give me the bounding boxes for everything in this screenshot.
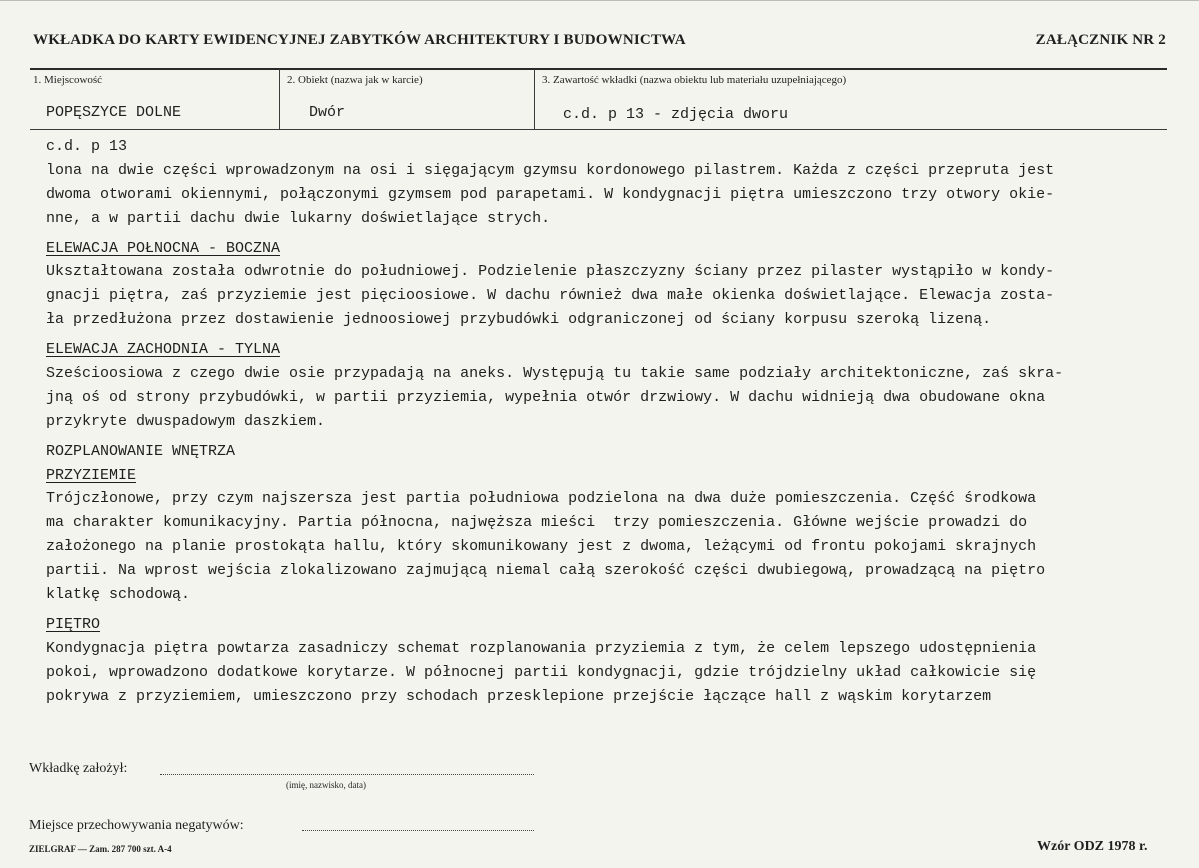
form-title: WKŁADKA DO KARTY EWIDENCYJNEJ ZABYTKÓW ARCHITEKTURY I BUDOWNICTWA bbox=[33, 32, 686, 48]
fields-rule bbox=[30, 129, 1167, 130]
header-rule bbox=[30, 68, 1167, 70]
body-line: pokoi, wprowadzono dodatkowe korytarze. W północnej partii kondygnacji, gdzie trójdzielny układ całkowicie się bbox=[46, 663, 1037, 681]
body-line: nne, a w partii dachu dwie lukarny doświetlające strych. bbox=[46, 209, 551, 227]
body-line: c.d. p 13 bbox=[46, 138, 128, 155]
body-line: założonego na planie prostokąta hallu, który skomunikowany jest z dwoma, leżącymi od frontu pokojami skrajnych bbox=[46, 538, 1037, 556]
body-line: klatkę schodową. bbox=[46, 586, 191, 604]
description-body bbox=[46, 135, 1171, 708]
locality-value: POPĘSZYCE DOLNE bbox=[46, 104, 182, 121]
section-heading: ELEWACJA POŁNOCNA - BOCZNA bbox=[46, 239, 281, 257]
body-line: przykryte dwuspadowym daszkiem. bbox=[46, 412, 326, 430]
created-by-hint: (imię, nazwisko, data) bbox=[286, 780, 366, 790]
body-line: gnacji piętra, zaś przyziemie jest pięcioosiowe. W dachu również dwa małe okienka doświetlające. Elewacja zosta- bbox=[46, 287, 1055, 305]
body-line: pokrywa z przyziemiem, umieszczono przy schodach przesklepione przejście łączące hall z wąskim korytarzem bbox=[46, 687, 992, 705]
attachment-number: ZAŁĄCZNIK NR 2 bbox=[1035, 32, 1166, 48]
insert-content-label: 3. Zawartość wkładki (nazwa obiektu lub materiału uzupełniającego) bbox=[542, 74, 847, 86]
subsection-heading: PRZYZIEMIE bbox=[46, 466, 137, 484]
negatives-location-label: Miejsce przechowywania negatywów: bbox=[29, 818, 244, 833]
body-line: partii. Na wprost wejścia zlokalizowano zajmującą niemal całą szerokość części dwubiegową, prowadzącą na piętro bbox=[46, 562, 1046, 580]
section-heading: ELEWACJA ZACHODNIA - TYLNA bbox=[46, 341, 281, 359]
locality-label: 1. Miejscowość bbox=[33, 74, 103, 86]
subsection-heading: PIĘTRO bbox=[46, 615, 101, 633]
printer-imprint: ZIELGRAF — Zam. 287 700 szt. A-4 bbox=[29, 844, 172, 854]
insert-content-value: c.d. p 13 - zdjęcia dworu bbox=[563, 106, 789, 123]
created-by-label: Wkładkę założył: bbox=[29, 761, 128, 776]
body-line: ma charakter komunikacyjny. Partia północna, najwęższa mieści trzy pomieszczenia. Główne wejście prowadzi do bbox=[46, 514, 1028, 532]
body-line: ła przedłużona przez dostawienie jednoosiowej przybudówki odgraniczonej od ściany korpusu szeroką lizeną. bbox=[46, 311, 992, 329]
column-divider-1 bbox=[279, 69, 280, 129]
section-heading: ROZPLANOWANIE WNĘTRZA bbox=[46, 442, 236, 460]
form-model: Wzór ODZ 1978 r. bbox=[1037, 839, 1148, 854]
object-value: Dwór bbox=[309, 104, 346, 121]
body-line: Kondygnacja piętra powtarza zasadniczy schemat rozplanowania przyziemia z tym, że celem lepszego udostępnienia bbox=[46, 639, 1037, 657]
body-line: dwoma otworami okiennymi, połączonymi gzymsem pod parapetami. W kondygnacji piętra umieszczono trzy otwory okie- bbox=[46, 185, 1055, 203]
body-line: Trójczłonowe, przy czym najszersza jest partia południowa podzielona na dwa duże pomieszczenia. Część środkowa bbox=[46, 490, 1037, 508]
body-line: jną oś od strony przybudówki, w partii przyziemia, wypełnia otwór drzwiowy. W dachu widnieją dwa obudowane okna bbox=[46, 388, 1046, 406]
column-divider-2 bbox=[534, 69, 535, 129]
negatives-location-field[interactable] bbox=[302, 830, 534, 831]
created-by-field[interactable] bbox=[160, 774, 534, 775]
body-line: Ukształtowana została odwrotnie do południowej. Podzielenie płaszczyzny ściany przez pilaster wystąpiło w kondy- bbox=[46, 263, 1055, 281]
body-line: Sześcioosiowa z czego dwie osie przypadają na aneks. Występują tu takie same podziały architektoniczne, zaś skra- bbox=[46, 365, 1064, 383]
object-label: 2. Obiekt (nazwa jak w karcie) bbox=[287, 74, 423, 86]
body-line: lona na dwie części wprowadzonym na osi i sięgającym gzymsu kordonowego pilastrem. Każda z części przepruta jest bbox=[46, 161, 1055, 179]
